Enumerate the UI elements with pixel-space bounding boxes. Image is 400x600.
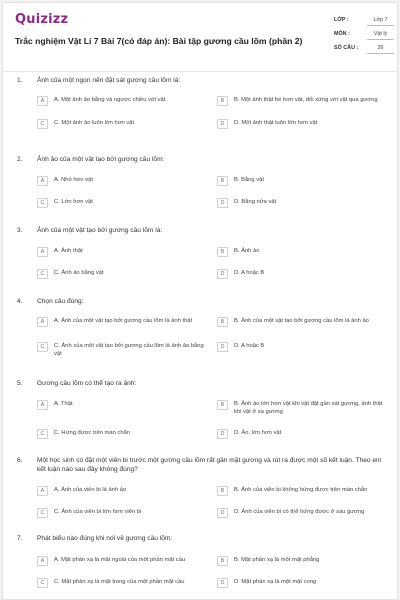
option-letter-box: C (37, 119, 48, 129)
question-number: 1. (17, 77, 23, 84)
worksheet-header (3, 3, 397, 67)
option-letter-box: C (37, 429, 48, 439)
option-letter-box: D (217, 508, 228, 518)
option-letter-box: B (217, 556, 228, 566)
option-letter-box: B (217, 486, 228, 496)
answer-option-c[interactable] (37, 429, 207, 439)
option-text: B. Ảnh của một vật tạo bởi gương cầu lõm là ảnh ảo (234, 318, 369, 324)
option-text: B. Mặt phản xạ là một mặt phẳng (234, 557, 320, 563)
option-text: B. Ảnh của viên bi không hứng được trên màn chắn (234, 487, 368, 493)
option-letter-box: B (217, 176, 228, 186)
answer-option-c[interactable] (37, 508, 207, 518)
question-number: 3. (17, 227, 23, 234)
answer-option-d[interactable] (217, 429, 387, 439)
question-text: Một học sinh có đặt một viên bi trước một gương cầu lõm rất gần mặt gương và rút ra được một số kết luận. Theo em kết luận nào sau đây không đúng? (37, 457, 382, 473)
option-letter-box: B (217, 317, 228, 327)
option-text: D. Một ảnh thật luôn lớn hơn vật (234, 120, 318, 126)
worksheet-page (2, 2, 398, 600)
question-text: Ảnh của một vật tạo bởi gương cầu lõm là: (37, 227, 163, 234)
option-letter-box: D (217, 342, 228, 352)
option-text: A. Ảnh thật (54, 248, 83, 254)
option-letter-box: A (37, 556, 48, 566)
answer-option-a[interactable] (37, 247, 207, 257)
option-letter-box: A (37, 247, 48, 257)
option-letter-box: D (217, 198, 228, 208)
question-text: Ảnh của một ngọn nến đặt sát gương cầu lõm là: (37, 77, 181, 84)
option-text: D. Ảo, lớn hơn vật (234, 430, 282, 436)
question-number: 2. (17, 156, 23, 163)
question-text: Gương cầu lõm có thể tạo ra ảnh: (37, 380, 137, 387)
option-text: D. Bằng nửa vật (234, 199, 277, 205)
meta-value: 26 (367, 45, 394, 54)
answer-option-b[interactable] (217, 486, 387, 496)
meta-label: SỐ CÂU : (334, 45, 359, 51)
option-text: D. A hoặc B (234, 270, 265, 276)
answer-option-d[interactable] (217, 508, 387, 518)
question-number: 4. (17, 298, 23, 305)
option-letter-box: B (217, 96, 228, 106)
option-text: D. Ảnh của viên bi có thể hứng được ở sau gương (234, 509, 365, 515)
option-text: D. A hoặc B (234, 343, 265, 349)
option-text: C. Hứng được trên màn chắn (54, 430, 131, 436)
option-letter-box: A (37, 96, 48, 106)
answer-option-b[interactable] (217, 96, 387, 106)
option-letter-box: D (217, 269, 228, 279)
meta-row-count (334, 45, 394, 59)
question-text: Phát biểu nào đúng khi nói về gương cầu lõm: (37, 535, 173, 542)
option-letter-box: A (37, 486, 48, 496)
option-letter-box: D (217, 578, 228, 588)
answer-option-a[interactable] (37, 486, 207, 496)
option-letter-box: D (217, 429, 228, 439)
answer-option-b[interactable] (217, 556, 387, 566)
question-number: 5. (17, 380, 23, 387)
option-letter-box: C (37, 508, 48, 518)
option-text: B. Ảnh ảo (234, 248, 260, 254)
answer-option-b[interactable] (217, 247, 387, 257)
meta-row-class (334, 17, 394, 31)
option-letter-box: C (37, 269, 48, 279)
option-text: A. Mặt phản xạ là mặt ngoài của một phần mặt cầu (54, 557, 186, 563)
option-text: A. Ảnh của một vật tạo bởi gương cầu lõm là ảnh thật (54, 318, 193, 324)
answer-option-d[interactable] (217, 578, 387, 588)
answer-option-a[interactable] (37, 400, 207, 410)
option-text: B. Bằng vật (234, 177, 264, 183)
answer-option-d[interactable] (217, 342, 387, 352)
option-text: D. Mặt phản xạ là một mặt cong (234, 579, 317, 585)
option-text: B. Một ảnh thật bé hơn vật, đối xứng với vật qua gương (234, 97, 378, 103)
question-text: Chọn câu đúng: (37, 298, 84, 305)
option-text: A. Ảnh của viên bi là ảnh ảo (54, 487, 127, 493)
answer-option-c[interactable] (37, 119, 207, 129)
quizizz-logo: Quizizz (15, 12, 69, 27)
meta-value: Vật lý (367, 31, 394, 40)
answer-option-c[interactable] (37, 198, 207, 208)
answer-option-a[interactable] (37, 96, 207, 106)
option-letter-box: D (217, 119, 228, 129)
option-text: C. Ảnh ảo bằng vật (54, 270, 104, 276)
option-letter-box: A (37, 400, 48, 410)
option-letter-box: B (217, 400, 228, 410)
meta-row-subject (334, 31, 394, 45)
worksheet-title: Trắc nghiệm Vật Lí 7 Bài 7(có đáp án): Bài tập gương cầu lõm (phần 2) (15, 36, 303, 46)
answer-option-b[interactable] (217, 317, 387, 327)
answer-option-a[interactable] (37, 176, 207, 186)
answer-option-d[interactable] (217, 119, 387, 129)
answer-option-c[interactable] (37, 578, 207, 588)
answer-option-c[interactable] (37, 342, 207, 359)
option-text: C. Lớn hơn vật (54, 199, 93, 205)
option-text: B. Ảnh ảo lớn hơn vật khi vật đặt gần sát gương, ảnh thật khi vật ở xa gương (234, 401, 383, 415)
question-text: Ảnh ảo của một vật tạo bởi gương cầu lõm: (37, 156, 165, 163)
option-text: C. Ảnh của một vật tạo bởi gương cầu lõm là ảnh ảo bằng vật (54, 343, 204, 357)
option-text: A. Thật (54, 401, 73, 407)
answer-option-a[interactable] (37, 556, 207, 566)
meta-label: MÔN : (334, 31, 350, 37)
option-letter-box: A (37, 317, 48, 327)
answer-option-b[interactable] (217, 176, 387, 186)
meta-info (334, 17, 394, 59)
option-letter-box: C (37, 342, 48, 352)
option-letter-box: C (37, 578, 48, 588)
option-letter-box: C (37, 198, 48, 208)
question-number: 6. (17, 457, 23, 464)
option-text: C. Một ảnh ảo luôn lớn hơn vật (54, 120, 135, 126)
answer-option-d[interactable] (217, 269, 387, 279)
answer-option-a[interactable] (37, 317, 207, 327)
meta-label: LỚP : (334, 17, 349, 23)
option-text: A. Một ảnh ảo bằng và ngược chiều với vật (54, 97, 166, 103)
answer-option-d[interactable] (217, 198, 387, 208)
option-text: C. Ảnh của viên bi lớn hơn viên bi (54, 509, 142, 515)
answer-option-c[interactable] (37, 269, 207, 279)
option-letter-box: A (37, 176, 48, 186)
meta-value: Lớp 7 (367, 17, 394, 26)
answer-option-b[interactable] (217, 400, 387, 417)
option-text: A. Nhỏ hơn vật (54, 177, 93, 183)
option-letter-box: B (217, 247, 228, 257)
header-divider (3, 71, 397, 72)
option-text: C. Mặt phản xạ là mặt trong của một phần mặt cầu (54, 579, 185, 585)
question-number: 7. (17, 535, 23, 542)
